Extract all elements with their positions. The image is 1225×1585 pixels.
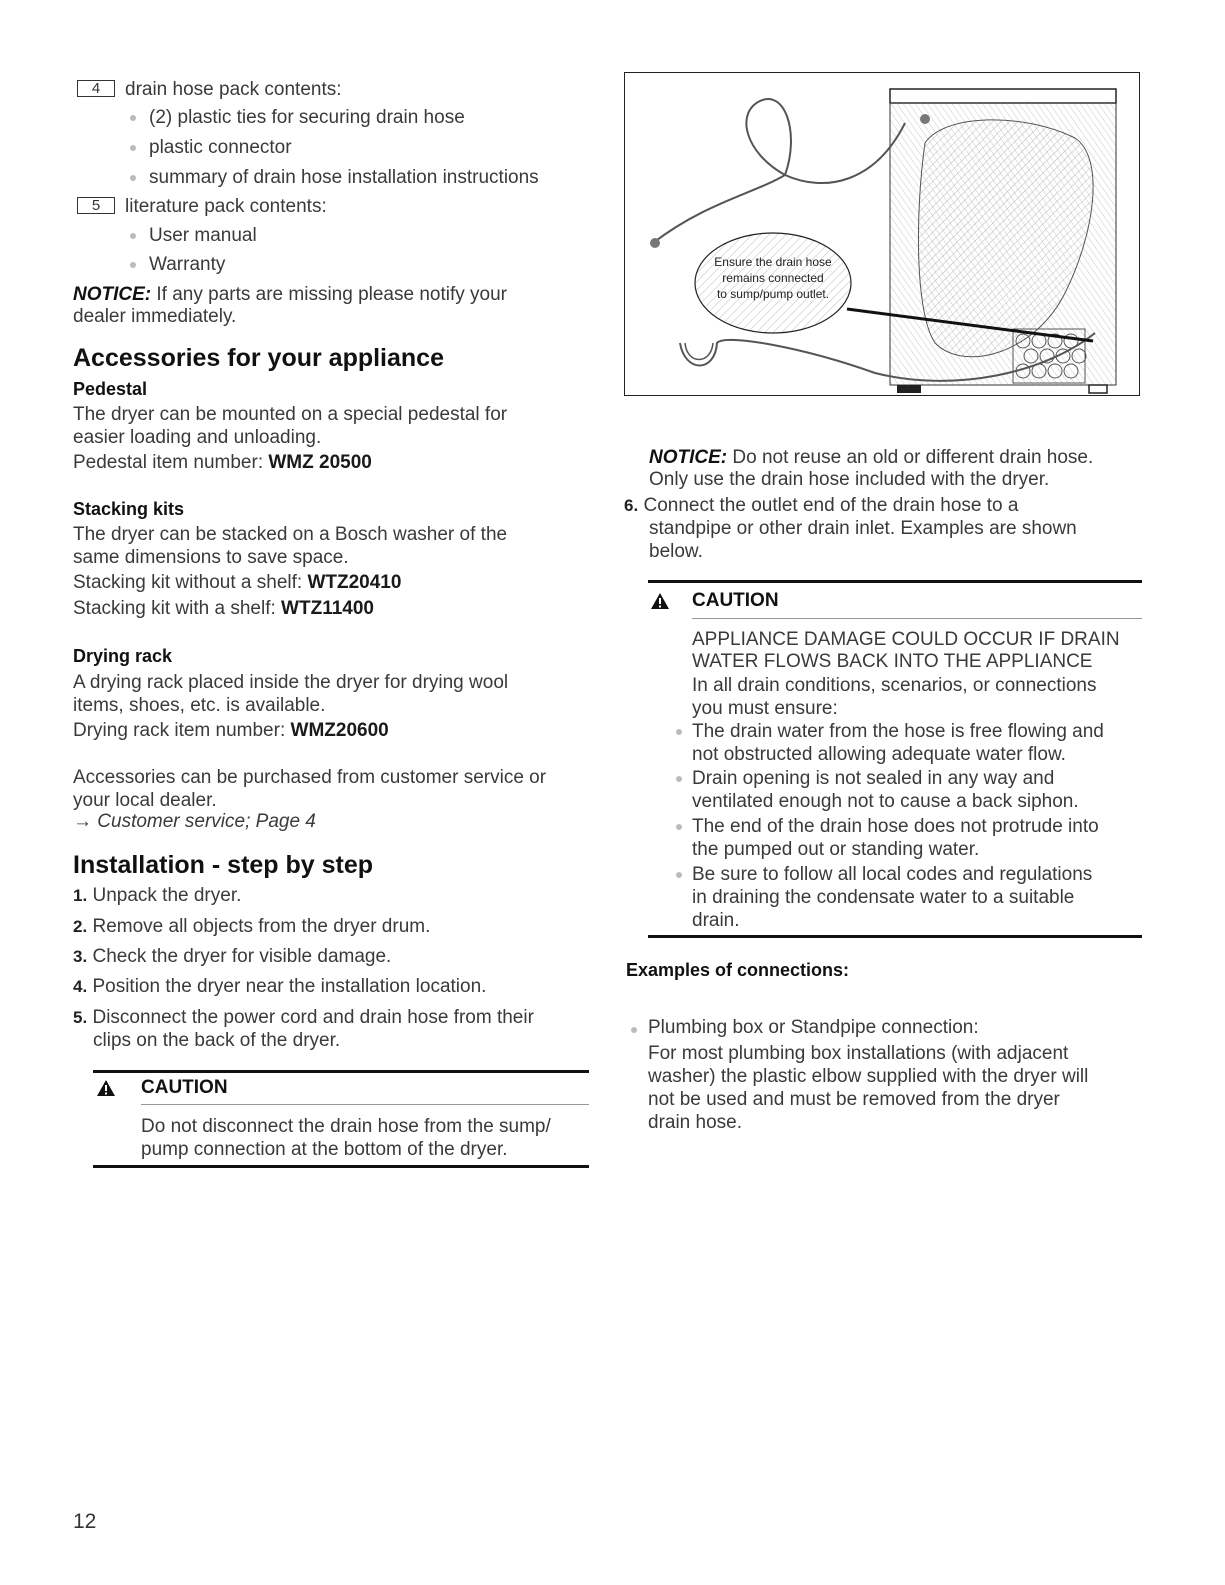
item-number-box: 4 [77, 80, 115, 97]
bullet-icon [631, 1027, 637, 1033]
caution-bullet: The end of the drain hose does not protrude into [692, 816, 1099, 837]
bullet-icon [676, 872, 682, 878]
list-item: plastic connector [149, 137, 292, 158]
caution-bullet: Be sure to follow all local codes and regulations [692, 864, 1093, 885]
caution-intro: you must ensure: [692, 698, 838, 719]
step-item: 3. Check the dryer for visible damage. [73, 946, 392, 967]
caution-bullet: drain. [692, 910, 740, 931]
drying-rack-heading: Drying rack [73, 646, 173, 666]
caution-intro: In all drain conditions, scenarios, or connections [692, 675, 1097, 696]
list-item: Warranty [149, 254, 226, 275]
pedestal-heading: Pedestal [73, 379, 148, 399]
caution-bullet: Drain opening is not sealed in any way and [692, 768, 1055, 789]
page-number: 12 [73, 1510, 97, 1533]
caution-bullet: ventilated enough not to cause a back siphon. [692, 791, 1079, 812]
examples-bullet: Plumbing box or Standpipe connection: [648, 1017, 979, 1038]
notice-reuse-line2: Only use the drain hose included with the dryer. [649, 469, 1050, 490]
warning-triangle-icon [96, 1079, 116, 1097]
step-item: 4. Position the dryer near the installation location. [73, 976, 487, 997]
notice-missing-line2: dealer immediately. [73, 306, 237, 327]
drying-rack-item-number: Drying rack item number: WMZ20600 [73, 720, 389, 741]
caution-bullet: in draining the condensate water to a suitable [692, 887, 1075, 908]
purchase-text: Accessories can be purchased from customer service or [73, 767, 547, 788]
stacking-with-shelf: Stacking kit with a shelf: WTZ11400 [73, 598, 374, 619]
stacking-text: The dryer can be stacked on a Bosch washer of the [73, 524, 508, 545]
stacking-text: same dimensions to save space. [73, 547, 349, 568]
caution-bottom-rule [648, 935, 1142, 938]
list-item: User manual [149, 225, 257, 246]
bullet-icon [130, 262, 136, 268]
bullet-icon [130, 115, 136, 121]
stacking-without-shelf: Stacking kit without a shelf: WTZ20410 [73, 572, 402, 593]
customer-service-link[interactable]: → Customer service; Page 4 [73, 811, 316, 832]
caution-bullet: not obstructed allowing adequate water flow. [692, 744, 1066, 765]
caution-divider [141, 1104, 589, 1105]
step-item-continued: clips on the back of the dryer. [93, 1030, 341, 1051]
caution-title: CAUTION [692, 590, 779, 611]
purchase-text: your local dealer. [73, 790, 217, 811]
step-item: 1. Unpack the dryer. [73, 885, 242, 906]
bullet-icon [676, 776, 682, 782]
examples-text: washer) the plastic elbow supplied with the dryer will [648, 1066, 1089, 1087]
caution-title: CAUTION [141, 1077, 228, 1098]
drain-hose-figure [624, 72, 1140, 396]
list-item: summary of drain hose installation instructions [149, 167, 539, 188]
caution-bullet: The drain water from the hose is free flowing and [692, 721, 1104, 742]
step-item-continued: below. [649, 541, 703, 562]
caution-heading: WATER FLOWS BACK INTO THE APPLIANCE [692, 651, 1093, 672]
list-item: (2) plastic ties for securing drain hose [149, 107, 465, 128]
caution-text: Do not disconnect the drain hose from the sump/ [141, 1116, 551, 1137]
drying-rack-text: items, shoes, etc. is available. [73, 695, 326, 716]
item-number-box: 5 [77, 197, 115, 214]
pedestal-item-number: Pedestal item number: WMZ 20500 [73, 452, 372, 473]
pedestal-text: easier loading and unloading. [73, 427, 322, 448]
notice-reuse: NOTICE: Do not reuse an old or different drain hose. [649, 447, 1094, 468]
bullet-icon [676, 729, 682, 735]
step-item: 2. Remove all objects from the dryer drum. [73, 916, 431, 937]
step-item: 5. Disconnect the power cord and drain hose from their [73, 1007, 534, 1028]
stacking-heading: Stacking kits [73, 499, 185, 519]
bullet-icon [130, 145, 136, 151]
pedestal-text: The dryer can be mounted on a special pedestal for [73, 404, 508, 425]
examples-heading: Examples of connections: [626, 960, 850, 980]
caution-bottom-rule [93, 1165, 589, 1168]
accessories-heading: Accessories for your appliance [73, 344, 444, 372]
caution-divider [692, 618, 1142, 619]
drying-rack-text: A drying rack placed inside the dryer for drying wool [73, 672, 509, 693]
callout-text: remains connected [722, 271, 824, 285]
caution-bullet: the pumped out or standing water. [692, 839, 980, 860]
step-item: 6. Connect the outlet end of the drain hose to a [624, 495, 1019, 516]
bullet-icon [676, 824, 682, 830]
bullet-icon [130, 175, 136, 181]
callout-text: to sump/pump outlet. [716, 287, 830, 301]
installation-heading: Installation - step by step [73, 851, 374, 879]
dryer-back-illustration [625, 73, 1139, 395]
literature-pack-heading: 5 literature pack contents: [77, 195, 327, 218]
warning-triangle-icon [650, 592, 670, 610]
examples-text: not be used and must be removed from the dryer [648, 1089, 1060, 1110]
notice-missing: NOTICE: If any parts are missing please notify your [73, 284, 507, 305]
caution-text: pump connection at the bottom of the dryer. [141, 1139, 508, 1160]
bullet-icon [130, 233, 136, 239]
caution-top-rule [93, 1070, 589, 1073]
drain-pack-heading: 4 drain hose pack contents: [77, 78, 342, 101]
step-item-continued: standpipe or other drain inlet. Examples are shown [649, 518, 1077, 539]
caution-top-rule [648, 580, 1142, 583]
arrow-right-icon: → [73, 811, 92, 832]
callout-text: Ensure the drain hose [714, 255, 832, 269]
examples-text: drain hose. [648, 1112, 743, 1133]
caution-heading: APPLIANCE DAMAGE COULD OCCUR IF DRAIN [692, 629, 1120, 650]
examples-text: For most plumbing box installations (with adjacent [648, 1043, 1069, 1064]
